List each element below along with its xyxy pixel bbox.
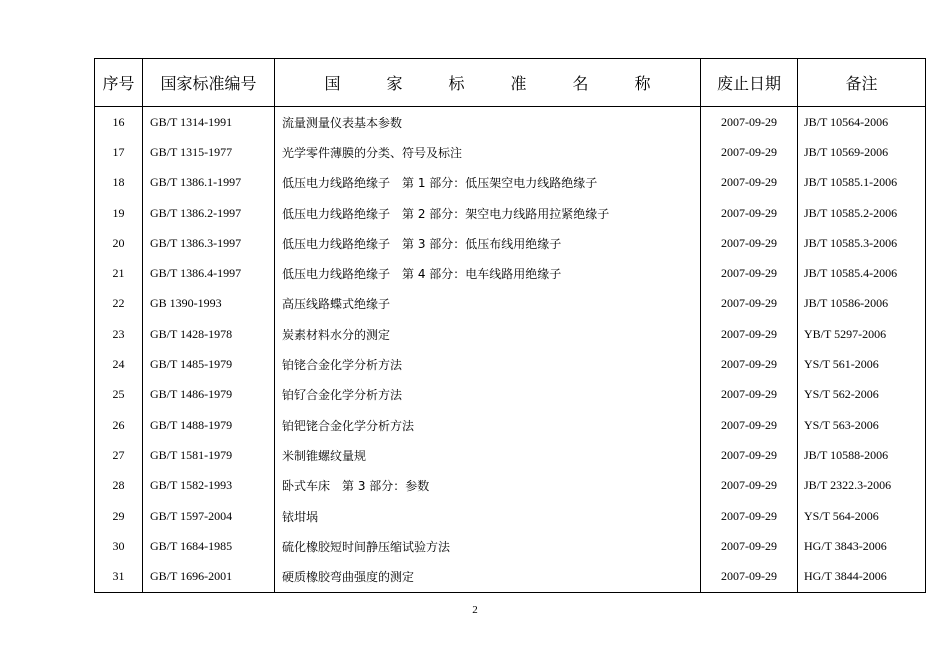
cell-code: GB/T 1315-1977 — [143, 137, 275, 167]
cell-note: JB/T 10586-2006 — [798, 289, 926, 319]
table-row — [95, 137, 926, 167]
table-row — [95, 289, 926, 319]
table-row — [95, 501, 926, 531]
cell-date: 2007-09-29 — [701, 107, 798, 138]
header-date: 废止日期 — [701, 59, 798, 107]
cell-note: JB/T 10585.4-2006 — [798, 258, 926, 288]
cell-name: 低压电力线路绝缘子 第 2 部分：架空电力线路用拉紧绝缘子 — [275, 198, 701, 228]
cell-no: 18 — [95, 168, 143, 198]
header-note: 备注 — [798, 59, 926, 107]
cell-no: 29 — [95, 501, 143, 531]
table-row — [95, 198, 926, 228]
table-row — [95, 561, 926, 592]
cell-name: 炭素材料水分的测定 — [275, 319, 701, 349]
cell-note: JB/T 10585.1-2006 — [798, 168, 926, 198]
cell-name: 硬质橡胶弯曲强度的测定 — [275, 561, 701, 592]
cell-note: YS/T 561-2006 — [798, 349, 926, 379]
table-body — [95, 107, 926, 593]
cell-code: GB/T 1428-1978 — [143, 319, 275, 349]
cell-date: 2007-09-29 — [701, 349, 798, 379]
cell-note: HG/T 3844-2006 — [798, 561, 926, 592]
cell-no: 30 — [95, 531, 143, 561]
cell-note: HG/T 3843-2006 — [798, 531, 926, 561]
cell-date: 2007-09-29 — [701, 198, 798, 228]
cell-date: 2007-09-29 — [701, 440, 798, 470]
cell-date: 2007-09-29 — [701, 531, 798, 561]
cell-no: 27 — [95, 440, 143, 470]
cell-no: 22 — [95, 289, 143, 319]
cell-name: 流量测量仪表基本参数 — [275, 107, 701, 138]
cell-name: 硫化橡胶短时间静压缩试验方法 — [275, 531, 701, 561]
table-row — [95, 319, 926, 349]
cell-code: GB/T 1386.4-1997 — [143, 258, 275, 288]
cell-no: 26 — [95, 410, 143, 440]
cell-note: JB/T 2322.3-2006 — [798, 471, 926, 501]
cell-no: 24 — [95, 349, 143, 379]
cell-note: YS/T 564-2006 — [798, 501, 926, 531]
cell-note: YS/T 563-2006 — [798, 410, 926, 440]
cell-no: 28 — [95, 471, 143, 501]
cell-name: 铂钯铑合金化学分析方法 — [275, 410, 701, 440]
cell-no: 25 — [95, 380, 143, 410]
cell-code: GB/T 1696-2001 — [143, 561, 275, 592]
header-code: 国家标准编号 — [143, 59, 275, 107]
cell-note: JB/T 10585.2-2006 — [798, 198, 926, 228]
header-no: 序号 — [95, 59, 143, 107]
cell-name: 低压电力线路绝缘子 第 4 部分：电车线路用绝缘子 — [275, 258, 701, 288]
cell-no: 31 — [95, 561, 143, 592]
cell-date: 2007-09-29 — [701, 258, 798, 288]
cell-code: GB/T 1386.1-1997 — [143, 168, 275, 198]
table-row — [95, 531, 926, 561]
cell-note: JB/T 10564-2006 — [798, 107, 926, 138]
cell-date: 2007-09-29 — [701, 561, 798, 592]
cell-code: GB/T 1486-1979 — [143, 380, 275, 410]
cell-name: 铂铑合金化学分析方法 — [275, 349, 701, 379]
cell-no: 16 — [95, 107, 143, 138]
cell-name: 米制锥螺纹量规 — [275, 440, 701, 470]
cell-date: 2007-09-29 — [701, 228, 798, 258]
cell-no: 17 — [95, 137, 143, 167]
cell-note: YS/T 562-2006 — [798, 380, 926, 410]
header-row — [95, 59, 926, 107]
page-number: 2 — [472, 604, 478, 616]
cell-note: JB/T 10569-2006 — [798, 137, 926, 167]
table-row — [95, 107, 926, 138]
cell-no: 20 — [95, 228, 143, 258]
table-header — [95, 59, 926, 107]
cell-code: GB/T 1684-1985 — [143, 531, 275, 561]
cell-note: JB/T 10585.3-2006 — [798, 228, 926, 258]
standards-table — [94, 58, 926, 593]
table-row — [95, 349, 926, 379]
cell-no: 21 — [95, 258, 143, 288]
cell-code: GB/T 1485-1979 — [143, 349, 275, 379]
cell-date: 2007-09-29 — [701, 410, 798, 440]
cell-date: 2007-09-29 — [701, 137, 798, 167]
table-row — [95, 258, 926, 288]
cell-name: 卧式车床 第 3 部分：参数 — [275, 471, 701, 501]
table-row — [95, 471, 926, 501]
cell-name: 低压电力线路绝缘子 第 1 部分：低压架空电力线路绝缘子 — [275, 168, 701, 198]
cell-code: GB/T 1314-1991 — [143, 107, 275, 138]
cell-date: 2007-09-29 — [701, 289, 798, 319]
cell-no: 23 — [95, 319, 143, 349]
cell-code: GB/T 1582-1993 — [143, 471, 275, 501]
cell-code: GB/T 1386.2-1997 — [143, 198, 275, 228]
cell-date: 2007-09-29 — [701, 501, 798, 531]
cell-note: JB/T 10588-2006 — [798, 440, 926, 470]
cell-name: 低压电力线路绝缘子 第 3 部分：低压布线用绝缘子 — [275, 228, 701, 258]
cell-code: GB/T 1597-2004 — [143, 501, 275, 531]
table-row — [95, 410, 926, 440]
table-row — [95, 440, 926, 470]
cell-date: 2007-09-29 — [701, 380, 798, 410]
cell-date: 2007-09-29 — [701, 319, 798, 349]
cell-date: 2007-09-29 — [701, 471, 798, 501]
table-row — [95, 228, 926, 258]
header-name: 国家标准名称 — [275, 59, 701, 107]
table-row — [95, 168, 926, 198]
cell-name: 铂钌合金化学分析方法 — [275, 380, 701, 410]
cell-code: GB 1390-1993 — [143, 289, 275, 319]
cell-code: GB/T 1488-1979 — [143, 410, 275, 440]
table-row — [95, 380, 926, 410]
cell-code: GB/T 1386.3-1997 — [143, 228, 275, 258]
cell-name: 高压线路蝶式绝缘子 — [275, 289, 701, 319]
cell-no: 19 — [95, 198, 143, 228]
cell-date: 2007-09-29 — [701, 168, 798, 198]
cell-code: GB/T 1581-1979 — [143, 440, 275, 470]
cell-note: YB/T 5297-2006 — [798, 319, 926, 349]
cell-name: 铱坩埚 — [275, 501, 701, 531]
cell-name: 光学零件薄膜的分类、符号及标注 — [275, 137, 701, 167]
